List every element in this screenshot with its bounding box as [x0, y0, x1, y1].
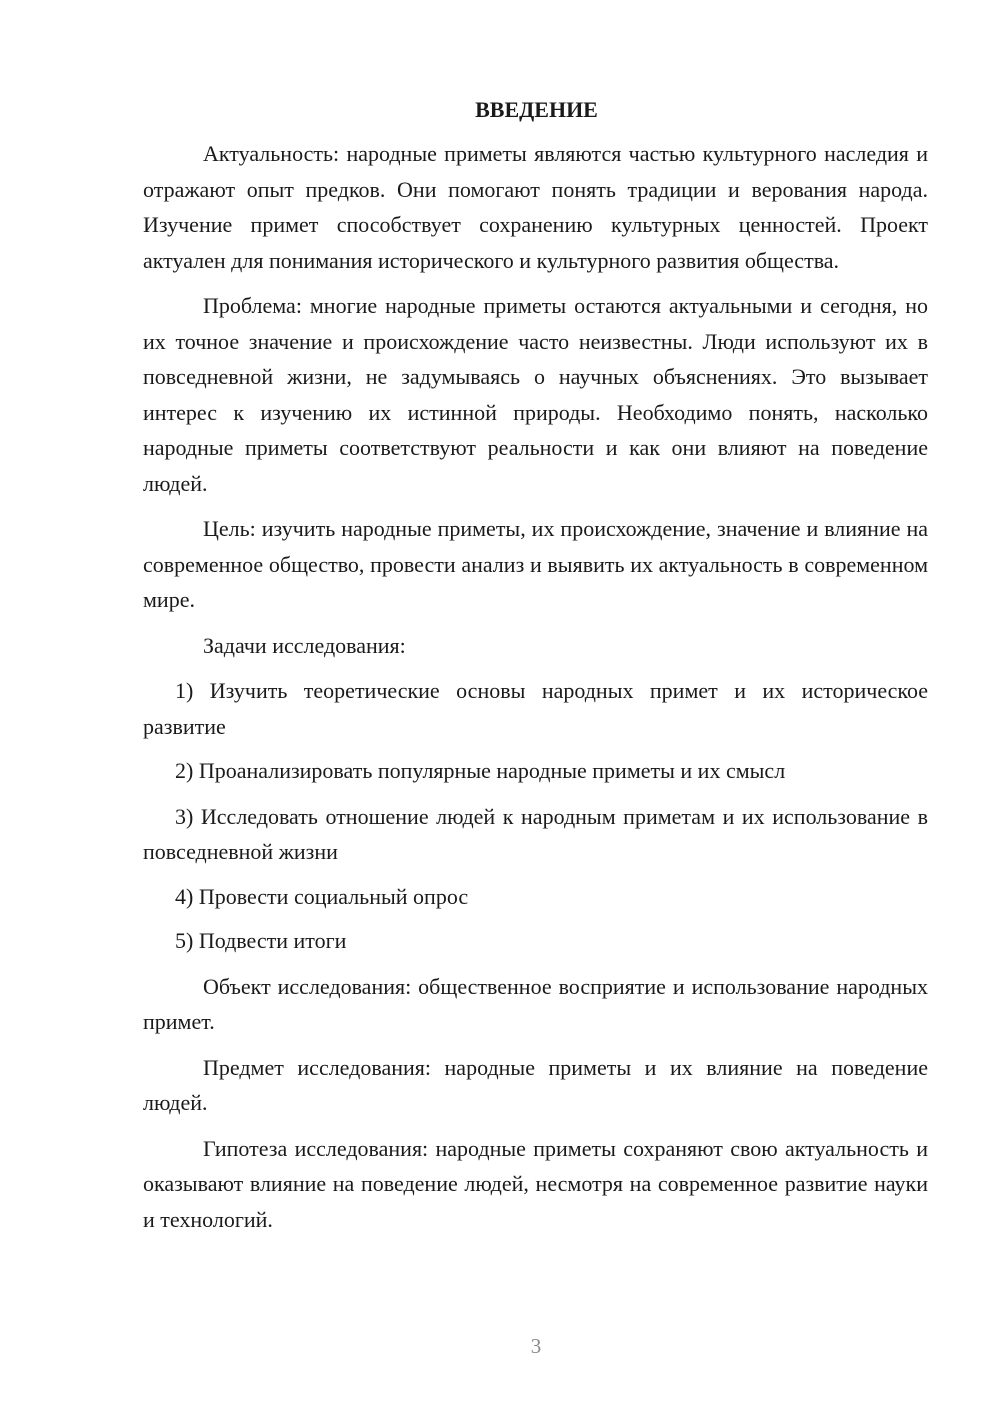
object-paragraph: Объект исследования: общественное восприятие и использование народных примет.: [143, 973, 928, 1034]
section-title: ВВЕДЕНИЕ: [475, 97, 598, 122]
hypothesis-paragraph: Гипотеза исследования: народные приметы сохраняют свою актуальность и оказывают влияние на поведение людей, несмотря на современное развитие науки и технологий.: [143, 1135, 928, 1232]
subject-paragraph: Предмет исследования: народные приметы и их влияние на поведение людей.: [143, 1054, 928, 1115]
task-item-4: 4) Провести социальный опрос: [175, 883, 469, 909]
task-item-5: 5) Подвести итоги: [175, 928, 347, 953]
task-item-1: 1) Изучить теоретические основы народных примет и их историческое развитие: [143, 678, 928, 739]
page-number: 3: [530, 1334, 542, 1358]
document-page: [143, 92, 928, 1237]
task-item-2: 2) Проанализировать популярные народные приметы и их смысл: [175, 758, 786, 783]
tasks-heading: Задачи исследования:: [203, 632, 406, 658]
task-item-3: 3) Исследовать отношение людей к народным приметам и их использование в повседневной жизни: [143, 803, 928, 864]
relevance-paragraph: Актуальность: народные приметы являются частью культурного наследия и отражают опыт предков. Они помогают понять традиции и верования народа. Изучение примет способствует сохранению культурных ценностей. Проект актуален для понимания исторического и культурного развития общества.: [143, 141, 928, 273]
problem-paragraph: Проблема: многие народные приметы остаются актуальными и сегодня, но их точное значение и происхождение часто неизвестны. Люди используют их в повседневной жизни, не задумываясь о научных объяснениях. Это вызывает интерес к изучению их истинной природы. Необходимо понять, насколько народные приметы соответствуют реальности и как они влияют на поведение людей.: [143, 293, 928, 496]
goal-paragraph: Цель: изучить народные приметы, их происхождение, значение и влияние на современное общество, провести анализ и выявить их актуальность в современном мире.: [143, 516, 928, 612]
